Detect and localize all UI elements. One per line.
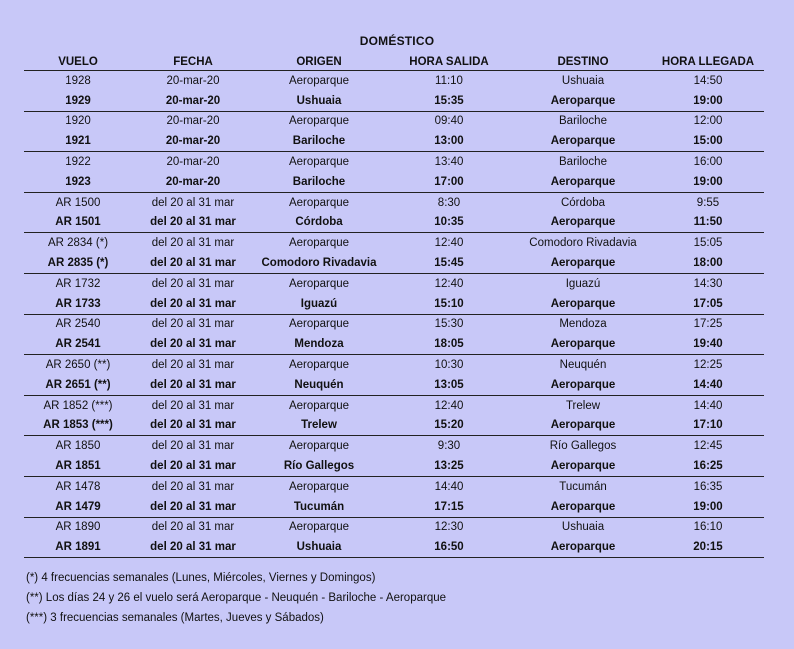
table-row xyxy=(24,192,764,212)
cell-hora-llegada: 16:25 xyxy=(652,456,764,476)
cell-hora-llegada: 12:00 xyxy=(693,115,723,128)
cell-hora-llegada: 15:05 xyxy=(693,237,723,250)
cell-fecha: 20-mar-20 xyxy=(132,131,254,151)
cell-origen: Bariloche xyxy=(254,172,384,192)
cell-origen: Aeroparque xyxy=(288,237,350,250)
cell-hora-llegada: 14:40 xyxy=(652,375,764,395)
cell-vuelo: AR 2540 xyxy=(55,318,101,331)
cell-vuelo: AR 1850 xyxy=(55,440,101,453)
cell-hora-llegada: 20:15 xyxy=(652,537,764,557)
footnote-3: (***) 3 frecuencias semanales (Martes, Jueves y Sábados) xyxy=(26,612,324,624)
page-title: DOMÉSTICO xyxy=(359,34,435,48)
schedule-table xyxy=(24,54,764,558)
cell-vuelo: AR 1500 xyxy=(55,196,101,209)
table-row xyxy=(24,497,764,517)
cell-hora-llegada: 19:00 xyxy=(652,497,764,517)
cell-destino: Mendoza xyxy=(559,318,607,331)
cell-hora-salida: 12:40 xyxy=(434,237,464,250)
cell-hora-llegada: 19:00 xyxy=(652,172,764,192)
cell-destino: Río Gallegos xyxy=(549,440,617,453)
cell-vuelo: 1921 xyxy=(24,131,132,151)
cell-fecha: del 20 al 31 mar xyxy=(132,456,254,476)
cell-hora-llegada: 18:00 xyxy=(652,253,764,273)
table-row xyxy=(24,456,764,476)
cell-hora-llegada: 17:10 xyxy=(652,416,764,436)
cell-vuelo: AR 1851 xyxy=(24,456,132,476)
cell-vuelo: AR 1890 xyxy=(55,521,101,534)
table-header-row xyxy=(24,54,764,71)
cell-fecha: del 20 al 31 mar xyxy=(132,213,254,233)
cell-hora-salida: 15:20 xyxy=(384,416,514,436)
cell-origen: Bariloche xyxy=(254,131,384,151)
cell-vuelo: AR 1478 xyxy=(55,480,101,493)
cell-vuelo: AR 1732 xyxy=(55,277,101,290)
cell-destino: Bariloche xyxy=(559,115,607,128)
table-row xyxy=(24,71,764,91)
table-row xyxy=(24,395,764,415)
cell-fecha: del 20 al 31 mar xyxy=(151,237,235,250)
cell-origen: Aeroparque xyxy=(288,277,350,290)
table-row xyxy=(24,273,764,293)
cell-hora-llegada: 12:25 xyxy=(693,359,723,372)
cell-hora-salida: 14:40 xyxy=(434,480,464,493)
cell-hora-salida: 13:00 xyxy=(384,131,514,151)
cell-hora-salida: 10:35 xyxy=(384,213,514,233)
cell-destino: Aeroparque xyxy=(514,91,652,111)
cell-origen: Aeroparque xyxy=(288,440,350,453)
cell-origen: Iguazú xyxy=(254,294,384,314)
cell-vuelo: AR 1852 (***) xyxy=(43,399,113,412)
cell-origen: Aeroparque xyxy=(288,196,350,209)
table-row xyxy=(24,314,764,334)
cell-hora-llegada: 14:40 xyxy=(693,399,723,412)
cell-fecha: del 20 al 31 mar xyxy=(132,416,254,436)
cell-hora-salida: 11:10 xyxy=(435,74,463,87)
cell-vuelo: 1928 xyxy=(65,74,91,87)
cell-fecha: del 20 al 31 mar xyxy=(132,334,254,354)
cell-fecha: del 20 al 31 mar xyxy=(151,480,235,493)
cell-fecha: del 20 al 31 mar xyxy=(151,359,235,372)
cell-vuelo: AR 1501 xyxy=(24,213,132,233)
cell-hora-llegada: 9:55 xyxy=(696,196,720,209)
cell-hora-salida: 15:45 xyxy=(384,253,514,273)
cell-vuelo: 1922 xyxy=(65,156,91,169)
cell-hora-salida: 09:40 xyxy=(434,115,464,128)
cell-fecha: del 20 al 31 mar xyxy=(132,537,254,557)
cell-origen: Trelew xyxy=(254,416,384,436)
cell-vuelo: AR 2651 (**) xyxy=(24,375,132,395)
table-row xyxy=(24,375,764,395)
cell-origen: Mendoza xyxy=(254,334,384,354)
cell-vuelo: AR 2541 xyxy=(24,334,132,354)
cell-destino: Aeroparque xyxy=(514,294,652,314)
cell-origen: Comodoro Rivadavia xyxy=(254,253,384,273)
cell-destino: Aeroparque xyxy=(514,253,652,273)
cell-destino: Bariloche xyxy=(559,156,607,169)
table-row xyxy=(24,476,764,496)
cell-vuelo: 1920 xyxy=(65,115,91,128)
cell-fecha: del 20 al 31 mar xyxy=(132,497,254,517)
cell-vuelo: AR 1733 xyxy=(24,294,132,314)
cell-destino: Aeroparque xyxy=(514,497,652,517)
cell-hora-salida: 16:50 xyxy=(384,537,514,557)
cell-origen: Río Gallegos xyxy=(254,456,384,476)
header-origen: ORIGEN xyxy=(254,54,384,71)
cell-fecha: del 20 al 31 mar xyxy=(151,399,235,412)
cell-destino: Aeroparque xyxy=(514,456,652,476)
cell-hora-salida: 12:40 xyxy=(434,277,464,290)
cell-origen: Neuquén xyxy=(254,375,384,395)
cell-hora-salida: 13:40 xyxy=(434,156,464,169)
cell-hora-salida: 12:30 xyxy=(434,521,464,534)
cell-hora-salida: 17:00 xyxy=(384,172,514,192)
header-hora-salida: HORA SALIDA xyxy=(384,54,514,71)
cell-hora-salida: 13:25 xyxy=(384,456,514,476)
cell-origen: Ushuaia xyxy=(254,91,384,111)
cell-origen: Córdoba xyxy=(254,213,384,233)
cell-destino: Neuquén xyxy=(559,359,607,372)
table-row xyxy=(24,91,764,111)
cell-hora-llegada: 17:05 xyxy=(652,294,764,314)
cell-fecha: 20-mar-20 xyxy=(132,172,254,192)
cell-origen: Aeroparque xyxy=(288,156,350,169)
table-row xyxy=(24,537,764,557)
table-row xyxy=(24,152,764,172)
cell-fecha: 20-mar-20 xyxy=(166,156,220,169)
cell-destino: Iguazú xyxy=(565,277,601,290)
cell-origen: Aeroparque xyxy=(288,359,350,372)
cell-hora-salida: 18:05 xyxy=(384,334,514,354)
cell-vuelo: 1923 xyxy=(24,172,132,192)
footnote-2: (**) Los días 24 y 26 el vuelo será Aeroparque - Neuquén - Bariloche - Aeroparque xyxy=(26,592,447,604)
table-row xyxy=(24,233,764,253)
cell-fecha: del 20 al 31 mar xyxy=(151,318,235,331)
cell-vuelo: AR 1891 xyxy=(24,537,132,557)
cell-vuelo: AR 1853 (***) xyxy=(24,416,132,436)
cell-fecha: 20-mar-20 xyxy=(166,74,220,87)
footnotes xyxy=(26,571,446,631)
footnote-1: (*) 4 frecuencias semanales (Lunes, Miércoles, Viernes y Domingos) xyxy=(26,572,376,584)
cell-fecha: del 20 al 31 mar xyxy=(132,253,254,273)
header-fecha: FECHA xyxy=(132,54,254,71)
cell-hora-llegada: 16:00 xyxy=(693,156,723,169)
cell-vuelo: 1929 xyxy=(24,91,132,111)
cell-vuelo: AR 2835 (*) xyxy=(24,253,132,273)
cell-origen: Aeroparque xyxy=(288,480,350,493)
cell-hora-salida: 13:05 xyxy=(384,375,514,395)
cell-hora-llegada: 19:40 xyxy=(652,334,764,354)
cell-destino: Trelew xyxy=(565,399,601,412)
cell-vuelo: AR 2650 (**) xyxy=(45,359,111,372)
cell-vuelo: AR 1479 xyxy=(24,497,132,517)
cell-fecha: del 20 al 31 mar xyxy=(151,277,235,290)
cell-destino: Aeroparque xyxy=(514,375,652,395)
cell-fecha: del 20 al 31 mar xyxy=(151,196,235,209)
cell-destino: Aeroparque xyxy=(514,537,652,557)
header-vuelo: VUELO xyxy=(24,54,132,71)
table-row xyxy=(24,213,764,233)
table-row xyxy=(24,131,764,151)
table-row xyxy=(24,436,764,456)
cell-origen: Tucumán xyxy=(254,497,384,517)
cell-fecha: del 20 al 31 mar xyxy=(151,440,235,453)
table-row xyxy=(24,172,764,192)
table-row xyxy=(24,111,764,131)
cell-origen: Aeroparque xyxy=(288,115,350,128)
cell-destino: Aeroparque xyxy=(514,213,652,233)
cell-destino: Tucumán xyxy=(559,480,607,493)
cell-destino: Aeroparque xyxy=(514,131,652,151)
cell-destino: Aeroparque xyxy=(514,416,652,436)
table-row xyxy=(24,334,764,354)
table-row xyxy=(24,355,764,375)
cell-hora-llegada: 15:00 xyxy=(652,131,764,151)
cell-hora-salida: 15:30 xyxy=(434,318,464,331)
cell-destino: Aeroparque xyxy=(514,334,652,354)
cell-hora-salida: 15:10 xyxy=(384,294,514,314)
cell-fecha: 20-mar-20 xyxy=(132,91,254,111)
cell-hora-llegada: 14:50 xyxy=(693,74,723,87)
cell-hora-llegada: 12:45 xyxy=(693,440,723,453)
cell-origen: Aeroparque xyxy=(288,318,350,331)
cell-hora-llegada: 11:50 xyxy=(652,213,764,233)
cell-hora-llegada: 16:10 xyxy=(693,521,723,534)
cell-fecha: del 20 al 31 mar xyxy=(132,375,254,395)
cell-destino: Comodoro Rivadavia xyxy=(529,237,637,250)
cell-hora-salida: 17:15 xyxy=(384,497,514,517)
cell-origen: Aeroparque xyxy=(288,74,350,87)
cell-hora-salida: 9:30 xyxy=(437,440,461,453)
cell-hora-salida: 8:30 xyxy=(437,196,461,209)
header-destino: DESTINO xyxy=(514,54,652,71)
cell-fecha: del 20 al 31 mar xyxy=(151,521,235,534)
cell-hora-llegada: 19:00 xyxy=(652,91,764,111)
cell-fecha: 20-mar-20 xyxy=(166,115,220,128)
cell-origen: Ushuaia xyxy=(254,537,384,557)
cell-fecha: del 20 al 31 mar xyxy=(132,294,254,314)
table-row xyxy=(24,517,764,537)
cell-destino: Aeroparque xyxy=(514,172,652,192)
cell-hora-llegada: 14:30 xyxy=(693,277,723,290)
cell-destino: Ushuaia xyxy=(561,74,605,87)
cell-hora-salida: 12:40 xyxy=(434,399,464,412)
cell-destino: Córdoba xyxy=(560,196,606,209)
cell-vuelo: AR 2834 (*) xyxy=(47,237,109,250)
header-hora-llegada: HORA LLEGADA xyxy=(652,54,764,71)
cell-hora-llegada: 17:25 xyxy=(693,318,723,331)
cell-hora-salida: 10:30 xyxy=(434,359,464,372)
cell-hora-salida: 15:35 xyxy=(384,91,514,111)
cell-hora-llegada: 16:35 xyxy=(693,480,723,493)
cell-origen: Aeroparque xyxy=(288,399,350,412)
cell-destino: Ushuaia xyxy=(561,521,605,534)
table-row xyxy=(24,294,764,314)
table-row xyxy=(24,416,764,436)
schedule-rows xyxy=(24,71,764,558)
cell-origen: Aeroparque xyxy=(288,521,350,534)
table-row xyxy=(24,253,764,273)
